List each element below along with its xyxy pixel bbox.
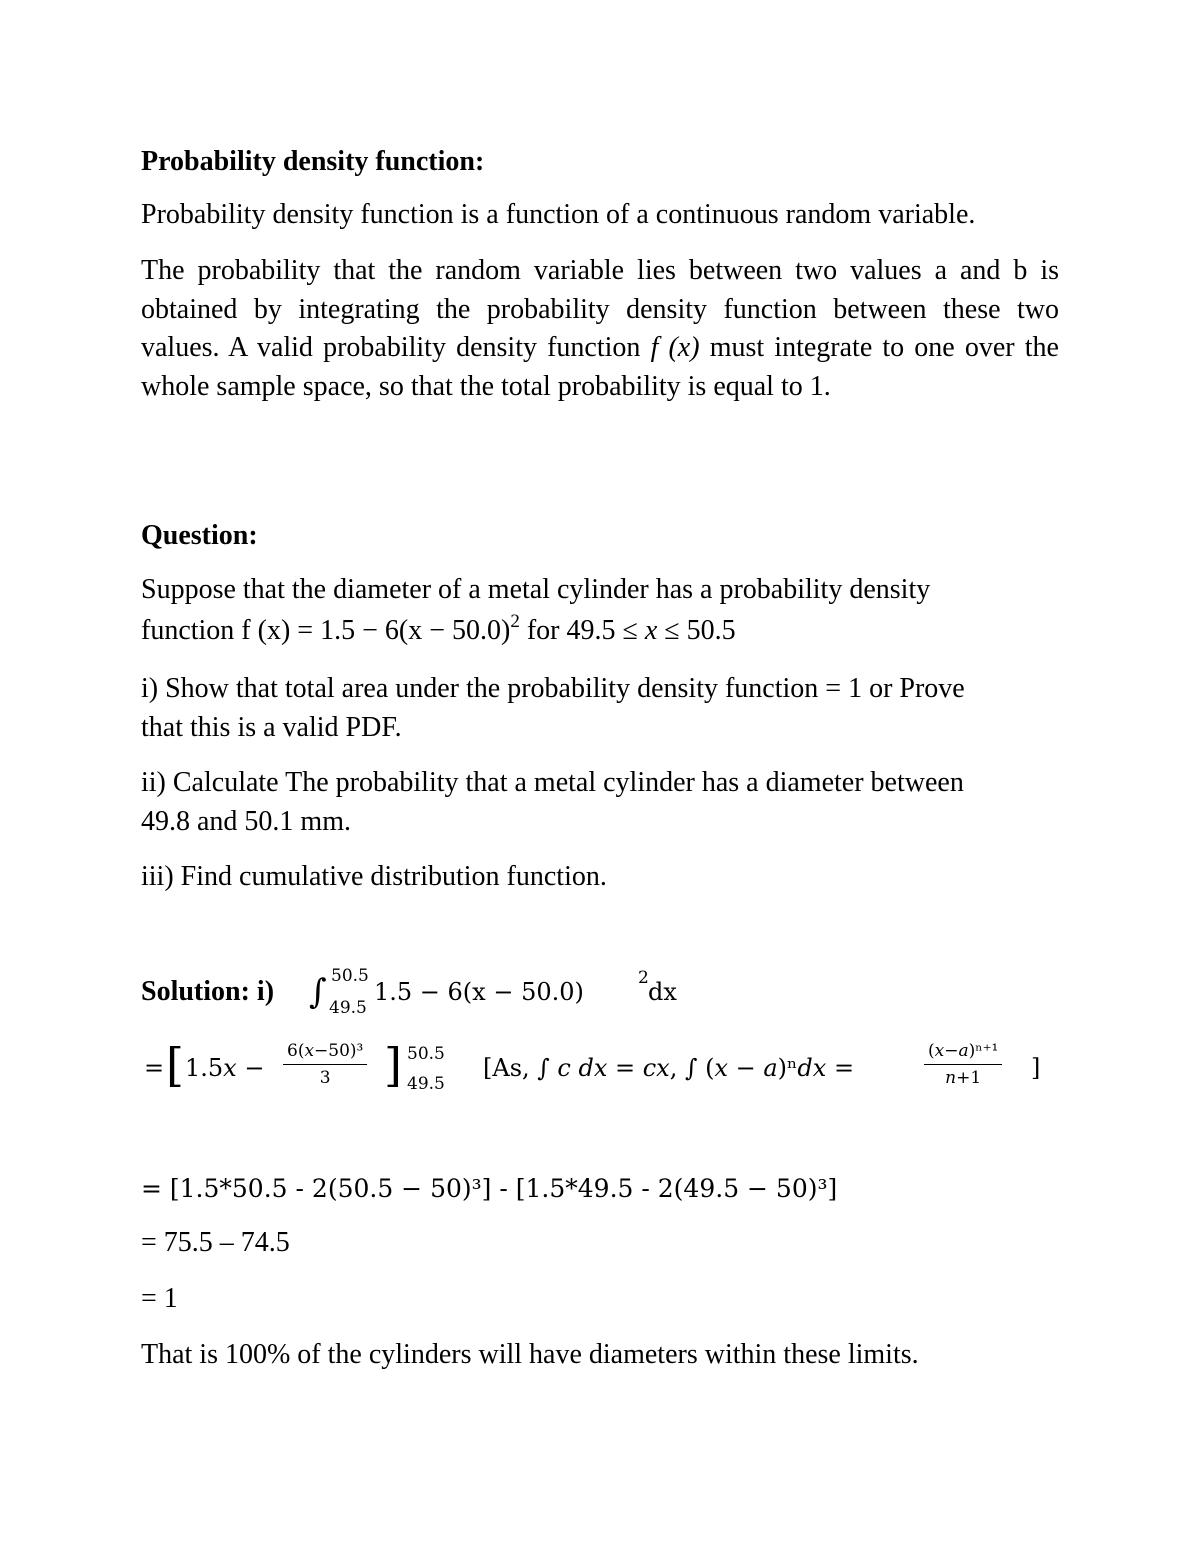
pdf-fx-symbol: f (x) <box>650 332 700 363</box>
pdf-definition: Probability density function is a function of a continuous random variable. <box>141 199 976 230</box>
integral-dx: dx <box>648 978 677 1006</box>
evaluation-upper-limit: 50.5 <box>407 1044 445 1064</box>
question-domain-var: x <box>644 615 658 646</box>
integrand-exponent: 2 <box>638 968 649 988</box>
antiderivative-left-bracket: [ <box>166 1038 184 1092</box>
solution-conclusion: That is 100% of the cylinders will have diameters within these limits. <box>141 1339 919 1370</box>
antiderivative-term: 1.5𝑥 − <box>185 1054 265 1082</box>
integration-rule-close: ] <box>1031 1054 1041 1082</box>
solution-label: Solution: i) <box>141 976 275 1007</box>
question-part-iii: iii) Find cumulative distribution function. <box>141 861 607 892</box>
pdf-heading: Probability density function: <box>141 146 485 177</box>
antiderivative-fraction <box>283 1040 367 1089</box>
integral-lower-limit: 49.5 <box>329 998 367 1018</box>
pdf-paragraph <box>141 252 1059 406</box>
antiderivative-equals: = <box>144 1054 165 1082</box>
antiderivative-numerator: 6(𝑥−50)³ <box>283 1040 367 1065</box>
question-intro-line1: Suppose that the diameter of a metal cylinder has a probability density <box>141 574 931 605</box>
solution-antiderivative-line <box>141 1036 1059 1106</box>
question-heading: Question: <box>141 520 258 551</box>
question-part-i: i) Show that total area under the probability density function = 1 or Prove that this is a valid PDF. <box>141 673 965 743</box>
integral-upper-limit: 50.5 <box>331 966 369 986</box>
antiderivative-right-bracket: ] <box>384 1038 402 1092</box>
evaluation-lower-limit: 49.5 <box>407 1074 445 1094</box>
integration-rule-fraction <box>924 1040 1002 1089</box>
solution-step-2: = 75.5 – 74.5 <box>141 1227 290 1258</box>
question-function-def: function f (x) = 1.5 − 6(x − 50.0) <box>141 615 511 646</box>
question-intro-line2 <box>141 612 1059 654</box>
question-domain-end: ≤ 50.5 <box>657 615 736 646</box>
question-function-exponent: 2 <box>510 611 520 632</box>
integration-rule-numerator: (𝑥−𝑎)ⁿ⁺¹ <box>924 1040 1002 1065</box>
solution-step-1: = [1.5*50.5 - 2(50.5 − 50)³] - [1.5*49.5 - 2(49.5 − 50)³] <box>141 1174 838 1203</box>
integral-sign-icon: ∫ <box>309 972 327 1012</box>
question-domain-start: for 49.5 ≤ <box>519 615 645 646</box>
pdf-paragraph-part-a: The probability that the random variable lies between two values a and b is obtained by integrating the probability density function between these two values. A valid probability density function <box>141 255 1059 363</box>
integral-integrand: 1.5 − 6(x − 50.0) <box>374 978 584 1006</box>
question-part-ii: ii) Calculate The probability that a metal cylinder has a diameter between 49.8 and 50.1 mm. <box>141 767 964 837</box>
pdf-paragraph-part-b: must integrate to one over the whole sample space, so that the total probability is equal to 1. <box>141 332 1059 402</box>
integration-rule-denominator: 𝑛+1 <box>945 1068 982 1088</box>
solution-step-3: = 1 <box>141 1283 178 1314</box>
antiderivative-denominator: 3 <box>319 1068 331 1088</box>
integration-rule: [As, ∫ 𝑐 𝑑𝑥 = 𝑐𝑥, ∫ (𝑥 − 𝑎)ⁿ𝑑𝑥 = <box>483 1054 855 1082</box>
